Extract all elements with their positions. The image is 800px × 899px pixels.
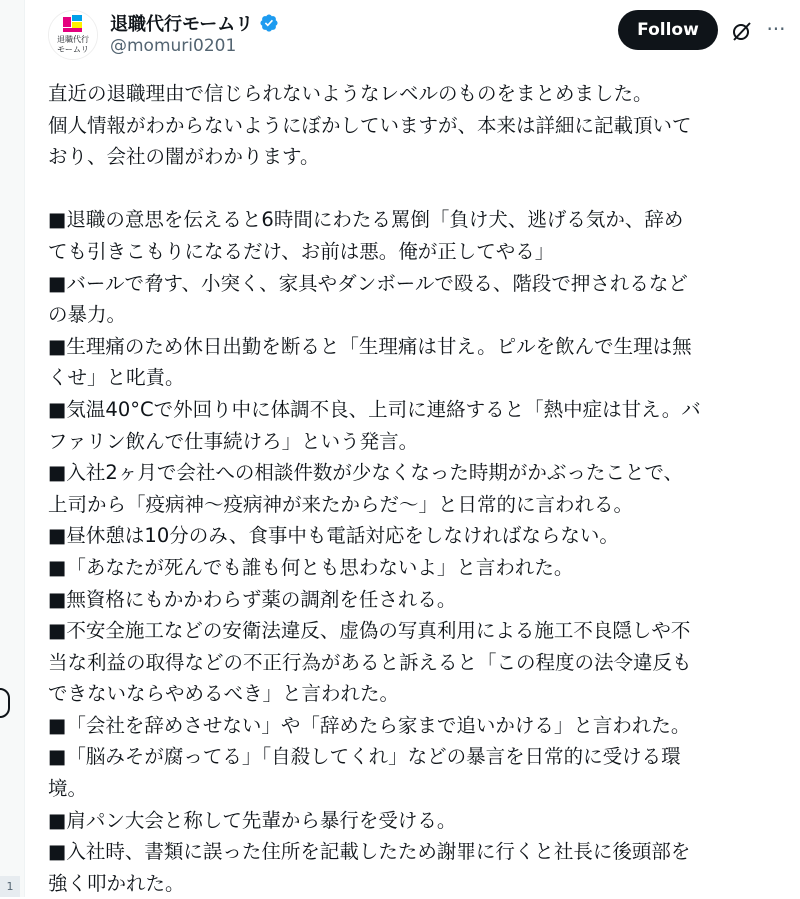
tweet-line: の暴力。 [48, 303, 127, 327]
tweet-line: 直近の退職理由で信じられないようなレベルのものをまとめました。 [48, 82, 653, 105]
verified-badge-icon [259, 13, 279, 33]
grok-icon[interactable] [730, 19, 754, 43]
tweet-line: できないならやめるべき」と言われた。 [48, 682, 400, 706]
svg-text:モームリ: モームリ [57, 45, 89, 54]
left-badge: 1 [0, 876, 20, 897]
svg-text:退職代行: 退職代行 [57, 35, 89, 44]
tweet-line: ■昼休憩は10分のみ、食事中も電話対応をしなければならない。 [48, 524, 619, 548]
tweet-line: おり、会社の闇がわかります。 [48, 145, 320, 169]
tweet-line: 強く叩かれた。 [48, 871, 185, 895]
name-row [110, 10, 279, 36]
display-name[interactable]: 退職代行モームリ [110, 14, 254, 35]
tweet-line: 当な利益の取得などの不正行為があると訴えると「この程度の法令違反も [48, 650, 692, 674]
momuri-logo [49, 11, 97, 59]
tweet-line: ■「会社を辞めさせない」や「辞めたら家まで追いかける」と言われた。 [48, 713, 691, 737]
tweet-line: 境。 [48, 777, 88, 801]
tweet-line: ■「脳みそが腐ってる」「自殺してくれ」などの暴言を日常的に受ける環 [48, 745, 681, 769]
follow-button[interactable]: Follow [618, 10, 718, 50]
tweet-line: ても引きこもりになるだけ、お前は悪。俺が正してやる」 [48, 239, 555, 263]
tweet-header [48, 6, 792, 62]
tweet-line: ■無資格にもかかわらず薬の調剤を任される。 [48, 587, 457, 611]
tweet-line: ■肩パン大会と称して先輩から暴行を受ける。 [48, 808, 457, 832]
tweet-line: ■不安全施工などの安衛法違反、虚偽の写真利用による施工不良隠しや不 [48, 619, 691, 643]
account-handle[interactable]: @momuri0201 [110, 36, 237, 56]
tweet-line: ■入社時、書類に誤った住所を記載したため謝罪に行くと社長に後頭部を [48, 840, 691, 864]
more-icon[interactable]: ··· [766, 17, 786, 41]
tweet-blank-line [48, 173, 788, 205]
tweet-line: ■バールで脅す、小突く、家具やダンボールで殴る、階段で押されるなど [48, 271, 688, 295]
tweet-line: ファリン飲んで仕事続けろ」という発言。 [48, 429, 419, 453]
tweet-line: 上司から「疫病神〜疫病神が来たからだ〜」と日常的に言われる。 [48, 492, 634, 516]
tweet-line: 個人情報がわからないようにぼかしていますが、本来は詳細に記載頂いて [48, 113, 692, 137]
tweet-line: ■入社2ヶ月で会社への相談件数が少なくなった時期がかぶったことで、 [48, 461, 683, 485]
avatar[interactable] [48, 10, 98, 60]
tweet-line: ■気温40°Cで外回り中に体調不良、上司に連絡すると「熱中症は甘え。バ [48, 397, 701, 421]
tweet-line: くせ」と叱責。 [48, 366, 185, 390]
tweet-line: ■生理痛のため休日出勤を断ると「生理痛は甘え。ピルを飲んで生理は無 [48, 334, 692, 358]
tweet-line: ■退職の意思を伝えると6時間にわたる罵倒「負け犬、逃げる気か、辞め [48, 208, 684, 232]
tweet-line: ■「あなたが死んでも誰も何とも思わないよ」と言われた。 [48, 555, 574, 579]
left-panel-edge [0, 0, 25, 897]
tweet-text [48, 78, 788, 899]
